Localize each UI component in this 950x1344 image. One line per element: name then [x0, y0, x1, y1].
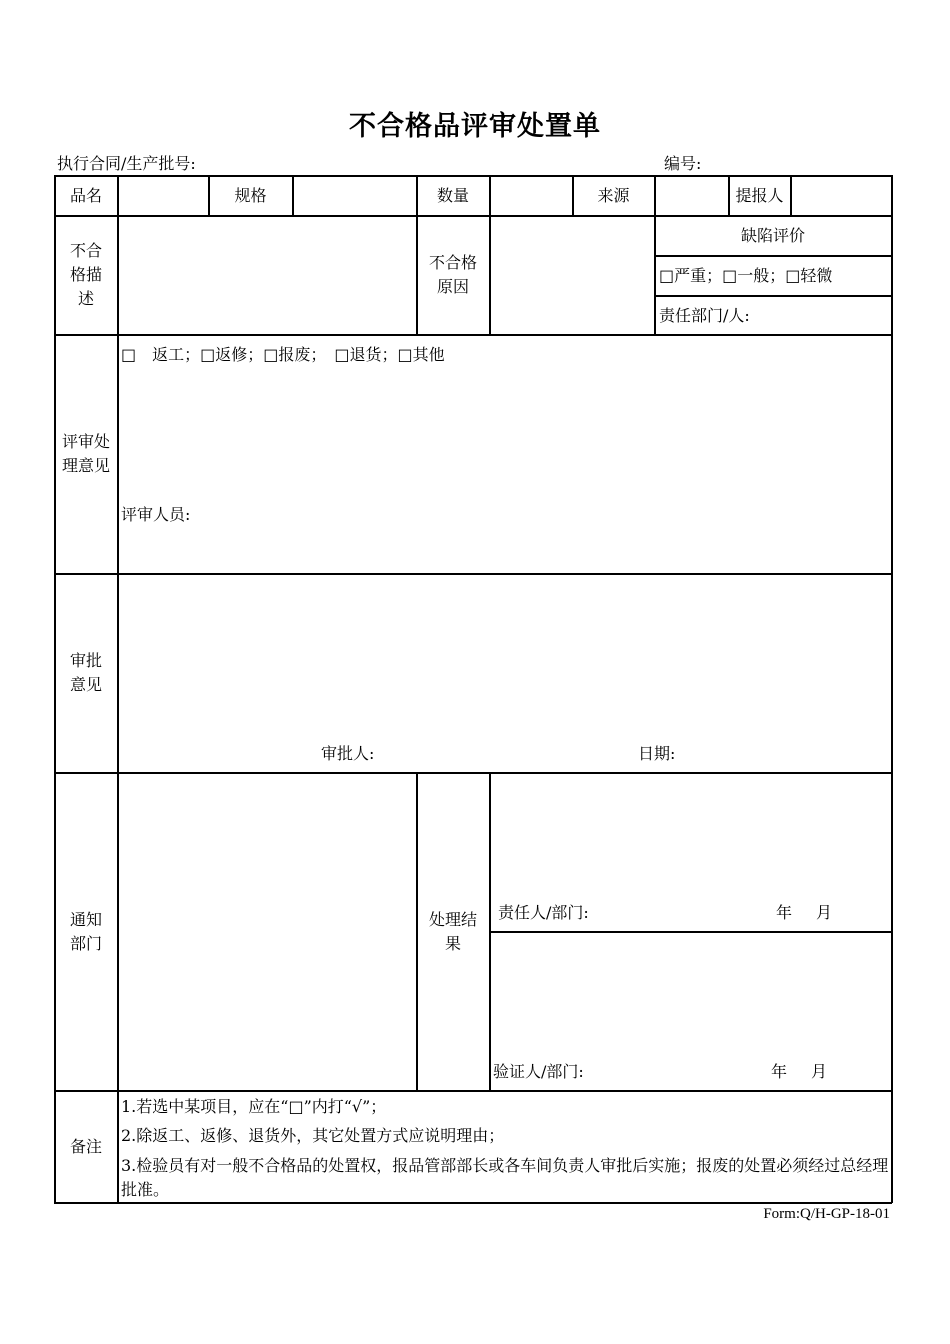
reviewer-label: 评审人员: [121, 505, 191, 524]
form-title: 不合格品评审处置单 [349, 111, 601, 142]
nonconformity-reason-label: 不合格原因 [429, 253, 478, 296]
notify-department-field[interactable] [118, 773, 416, 1090]
nonconformity-reason-field[interactable] [490, 216, 654, 334]
handling-result-label: 处理结果 [429, 909, 478, 953]
verifier-label: 验证人/部门: [493, 1062, 584, 1081]
disposition-checkboxes[interactable]: □ 返工；□返修；□报废； □退货；□其他 [121, 345, 445, 364]
product-name-field[interactable] [118, 176, 208, 215]
nonconformity-description-field[interactable] [118, 216, 416, 334]
form-code: Form:Q/H-GP-18-01 [763, 1206, 890, 1222]
reporter-field[interactable] [791, 176, 891, 215]
approval-opinion-label: 审批意见 [69, 651, 102, 694]
quantity-label: 数量 [436, 185, 469, 205]
source-label: 来源 [597, 185, 630, 205]
remark-note-1: 1.若选中某项目，应在“□”内打“√”； [121, 1097, 387, 1116]
notify-department-label: 通知部门 [69, 909, 102, 953]
approver-label: 审批人: [321, 744, 375, 763]
source-field[interactable] [655, 176, 728, 215]
reporter-label: 提报人 [735, 185, 784, 205]
verifier-month-label: 月 [811, 1062, 828, 1081]
responsible-department-label: 责任部门/人: [659, 306, 750, 325]
remark-note-2: 2.除返工、返修、退货外，其它处置方式应说明理由； [121, 1126, 505, 1145]
responsible-year-label: 年 [776, 903, 793, 922]
contract-batch-label: 执行合同/生产批号: [57, 154, 196, 173]
defect-severity-checkboxes[interactable]: □严重；□一般；□轻微 [659, 266, 833, 285]
defect-evaluation-label: 缺陷评价 [740, 225, 805, 245]
product-name-label: 品名 [69, 185, 102, 205]
review-opinion-label: 评审处理意见 [61, 432, 110, 475]
remarks-label: 备注 [69, 1136, 102, 1156]
responsible-person-label: 责任人/部门: [498, 903, 589, 922]
approval-date-label: 日期: [638, 744, 676, 763]
quantity-field[interactable] [490, 176, 572, 215]
nonconformity-description-label: 不合格描述 [69, 241, 102, 308]
spec-field[interactable] [293, 176, 416, 215]
verifier-year-label: 年 [771, 1062, 788, 1081]
remark-note-3: 3.检验员有对一般不合格品的处置权，报品管部部长或各车间负责人审批后实施；报废的处置必须经过总经理批准。 [121, 1156, 889, 1199]
responsible-month-label: 月 [816, 903, 833, 922]
form-number-label: 编号: [664, 154, 702, 173]
spec-label: 规格 [234, 185, 267, 205]
